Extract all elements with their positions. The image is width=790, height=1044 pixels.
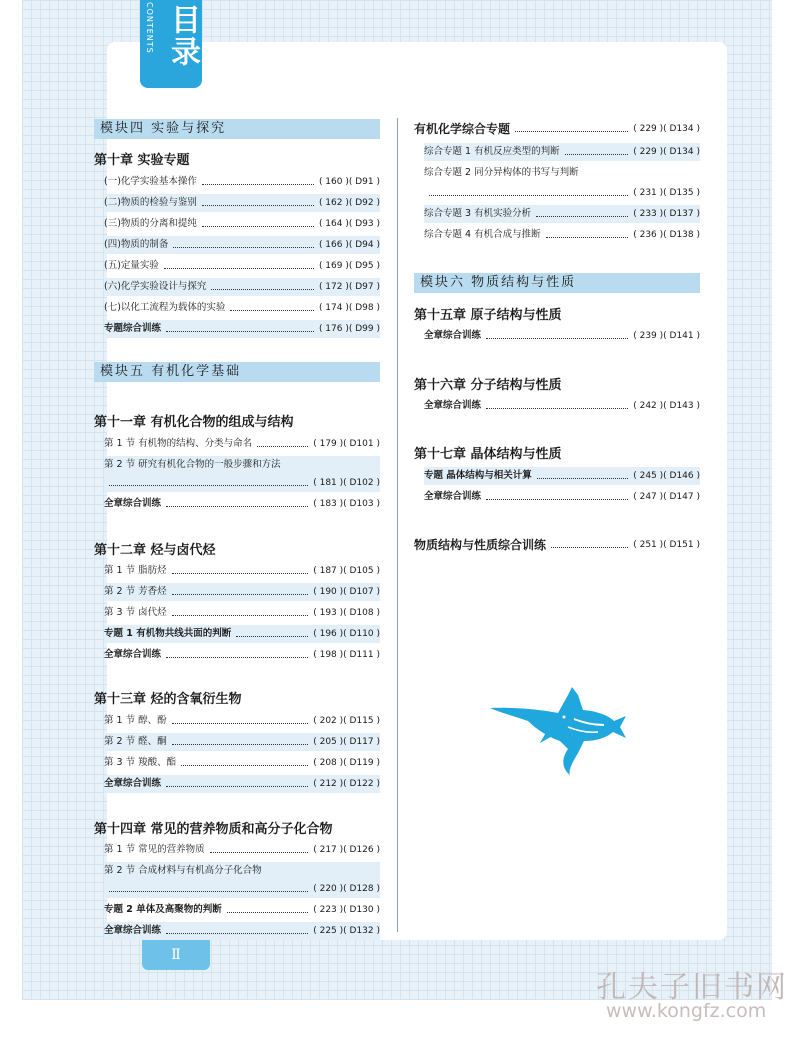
contents-title: 目录 [165,4,200,68]
entry-page: ( 239 )( D141 ) [633,331,700,341]
entry-label: 第 2 节 醛、酮 [104,736,167,747]
entry-label: (四)物质的制备 [104,239,169,250]
module4-banner: 模块四 实验与探究 [94,119,380,139]
dot-leader [166,657,308,658]
entry-page: ( 202 )( D115 ) [313,716,380,726]
toc-entry[interactable] [104,215,380,233]
entry-label: 全章综合训练 [424,400,482,411]
toc-entry[interactable] [424,143,700,161]
dot-leader [109,485,308,486]
dot-leader [211,289,314,290]
entry-page: ( 225 )( D132 ) [313,926,380,936]
dot-leader [210,852,309,853]
dot-leader [429,195,628,196]
dot-leader [536,216,628,217]
entry-label: 专题 1 有机物共线共面的判断 [104,628,232,639]
dot-leader [166,933,308,934]
dot-leader [172,615,309,616]
toc-entry-continuation[interactable] [104,880,380,898]
entry-label: 专题综合训练 [104,323,162,334]
dot-leader [515,131,628,132]
toc-entry[interactable] [104,278,380,296]
entry-label: 综合专题 4 有机合成与推断 [424,229,541,240]
chapter11-heading: 第十一章 有机化合物的组成与结构 [94,415,294,430]
column-divider [397,118,398,932]
dot-leader [202,226,314,227]
entry-page: ( 212 )( D122 ) [313,779,380,789]
toc-entry[interactable] [104,299,380,317]
entry-page: ( 162 )( D92 ) [318,198,380,208]
dot-leader [236,636,308,637]
toc-entry[interactable] [104,841,380,859]
dot-leader [172,744,309,745]
entry-page: ( 181 )( D102 ) [313,478,380,488]
toc-entry-label[interactable]: 第 2 节 研究有机化合物的一般步骤和方法 [104,456,380,474]
watermark-chinese: 孔夫子旧书网 [596,970,788,1005]
toc-entry[interactable] [424,327,700,345]
final-review-label: 物质结构与性质综合训练 [414,538,547,552]
toc-entry[interactable] [104,495,380,513]
entry-label: (二)物质的检验与鉴别 [104,197,197,208]
toc-entry[interactable] [104,604,380,622]
toc-entry[interactable] [104,625,380,643]
dot-leader [202,205,314,206]
entry-label: 第 3 节 卤代烃 [104,607,167,618]
entry-page: ( 172 )( D97 ) [318,282,380,292]
entry-label: 第 1 节 有机物的结构、分类与命名 [104,438,253,449]
entry-page: ( 223 )( D130 ) [313,905,380,915]
entry-page: ( 187 )( D105 ) [313,566,380,576]
toc-entry[interactable] [104,712,380,730]
toc-entry-continuation[interactable] [424,184,700,202]
dot-leader [173,247,314,248]
dot-leader [166,786,308,787]
dot-leader [202,184,314,185]
entry-label: 专题 晶体结构与相关计算 [424,470,532,481]
entry-page: ( 220 )( D128 ) [313,884,380,894]
toc-entry-label[interactable]: 第 2 节 合成材料与有机高分子化合物 [104,862,380,880]
toc-entry[interactable] [414,119,700,139]
entry-page: ( 208 )( D119 ) [313,758,380,768]
marlin-icon [488,683,628,775]
toc-entry[interactable] [104,646,380,664]
toc-entry-label[interactable]: 综合专题 2 同分异构体的书写与判断 [424,167,579,178]
entry-page: ( 229 )( D134 ) [633,124,700,134]
toc-entry[interactable] [104,754,380,772]
entry-label: 全章综合训练 [104,649,162,660]
toc-entry-continuation[interactable] [104,474,380,492]
entry-page: ( 183 )( D103 ) [313,499,380,509]
organic-topics-heading: 有机化学综合专题 [414,122,511,136]
chapter13-heading: 第十三章 烃的含氧衍生物 [94,692,242,707]
entry-page: ( 233 )( D137 ) [633,209,700,219]
dot-leader [166,331,314,332]
toc-entry[interactable] [104,236,380,254]
entry-page: ( 169 )( D95 ) [318,261,380,271]
entry-page: ( 231 )( D135 ) [633,188,700,198]
dot-leader [486,499,628,500]
entry-label: 专题 2 单体及高聚物的判断 [104,904,222,915]
toc-entry[interactable] [424,205,700,223]
entry-label: (七)以化工流程为载体的实验 [104,302,226,313]
entry-label: 第 2 节 芳香烃 [104,586,167,597]
entry-page: ( 198 )( D111 ) [313,650,380,660]
toc-entry[interactable] [104,173,380,191]
dot-leader [181,765,308,766]
entry-label: 全章综合训练 [104,925,162,936]
entry-label: (五)定量实验 [104,260,159,271]
dot-leader [257,446,308,447]
entry-label: 第 1 节 常见的营养物质 [104,844,205,855]
watermark-url: www.kongfz.com [606,1000,767,1022]
entry-label: 全章综合训练 [424,330,482,341]
entry-page: ( 217 )( D126 ) [313,845,380,855]
dot-leader [109,891,308,892]
dot-leader [230,310,314,311]
toc-entry[interactable] [104,562,380,580]
contents-subtitle: CONTENTS [145,2,154,54]
toc-entry[interactable] [104,775,380,793]
entry-page: ( 242 )( D143 ) [633,401,700,411]
entry-label: (一)化学实验基本操作 [104,176,197,187]
entry-label: (三)物质的分离和提纯 [104,218,197,229]
chapter15-heading: 第十五章 原子结构与性质 [414,308,562,323]
contents-tab [140,0,202,88]
entry-label: 综合专题 1 有机反应类型的判断 [424,146,560,157]
dot-leader [546,237,629,238]
toc-entry[interactable] [424,226,700,244]
dot-leader [537,478,628,479]
toc-entry[interactable] [104,194,380,212]
chapter16-heading: 第十六章 分子结构与性质 [414,378,562,393]
entry-page: ( 176 )( D99 ) [318,324,380,334]
entry-page: ( 164 )( D93 ) [318,219,380,229]
chapter12-heading: 第十二章 烃与卤代烃 [94,543,216,558]
toc-entry[interactable] [104,901,380,919]
dot-leader [166,506,308,507]
dot-leader [486,408,628,409]
toc-entry[interactable] [104,320,380,338]
toc-entry[interactable] [424,488,700,506]
chapter14-heading: 第十四章 常见的营养物质和高分子化合物 [94,822,333,837]
module6-banner: 模块六 物质结构与性质 [414,273,700,293]
dot-leader [565,154,629,155]
toc-entry[interactable] [104,583,380,601]
entry-page: ( 247 )( D147 ) [633,492,700,502]
entry-label: 全章综合训练 [104,498,162,509]
entry-page: ( 190 )( D107 ) [313,587,380,597]
entry-page: ( 251 )( D151 ) [633,540,700,550]
entry-page: ( 236 )( D138 ) [633,230,700,240]
entry-label: 第 1 节 醇、酚 [104,715,167,726]
entry-label: 第 1 节 脂肪烃 [104,565,167,576]
entry-page: ( 193 )( D108 ) [313,608,380,618]
entry-page: ( 166 )( D94 ) [318,240,380,250]
entry-page: ( 229 )( D134 ) [633,147,700,157]
entry-label: 综合专题 3 有机实验分析 [424,208,532,219]
entry-label: (六)化学实验设计与探究 [104,281,207,292]
toc-entry[interactable] [414,535,700,555]
toc-entry[interactable] [104,733,380,751]
chapter17-heading: 第十七章 晶体结构与性质 [414,447,562,462]
dot-leader [172,594,309,595]
dot-leader [172,573,309,574]
entry-page: ( 196 )( D110 ) [313,629,380,639]
entry-page: ( 174 )( D98 ) [318,303,380,313]
dot-leader [486,338,628,339]
toc-entry[interactable] [424,397,700,415]
dot-leader [172,723,309,724]
page-number: Ⅱ [142,938,210,970]
entry-label: 全章综合训练 [424,491,482,502]
entry-page: ( 245 )( D146 ) [633,471,700,481]
entry-label: 全章综合训练 [104,778,162,789]
dot-leader [164,268,314,269]
toc-entry[interactable] [104,257,380,275]
dot-leader [551,547,628,548]
toc-entry[interactable] [424,467,700,485]
entry-label: 第 3 节 羧酸、酯 [104,757,177,768]
toc-entry[interactable] [104,922,380,940]
dot-leader [227,912,308,913]
entry-page: ( 205 )( D117 ) [313,737,380,747]
chapter10-heading: 第十章 实验专题 [94,153,190,168]
toc-entry[interactable] [104,435,380,453]
entry-page: ( 179 )( D101 ) [313,439,380,449]
entry-page: ( 160 )( D91 ) [318,177,380,187]
module5-banner: 模块五 有机化学基础 [94,362,380,382]
